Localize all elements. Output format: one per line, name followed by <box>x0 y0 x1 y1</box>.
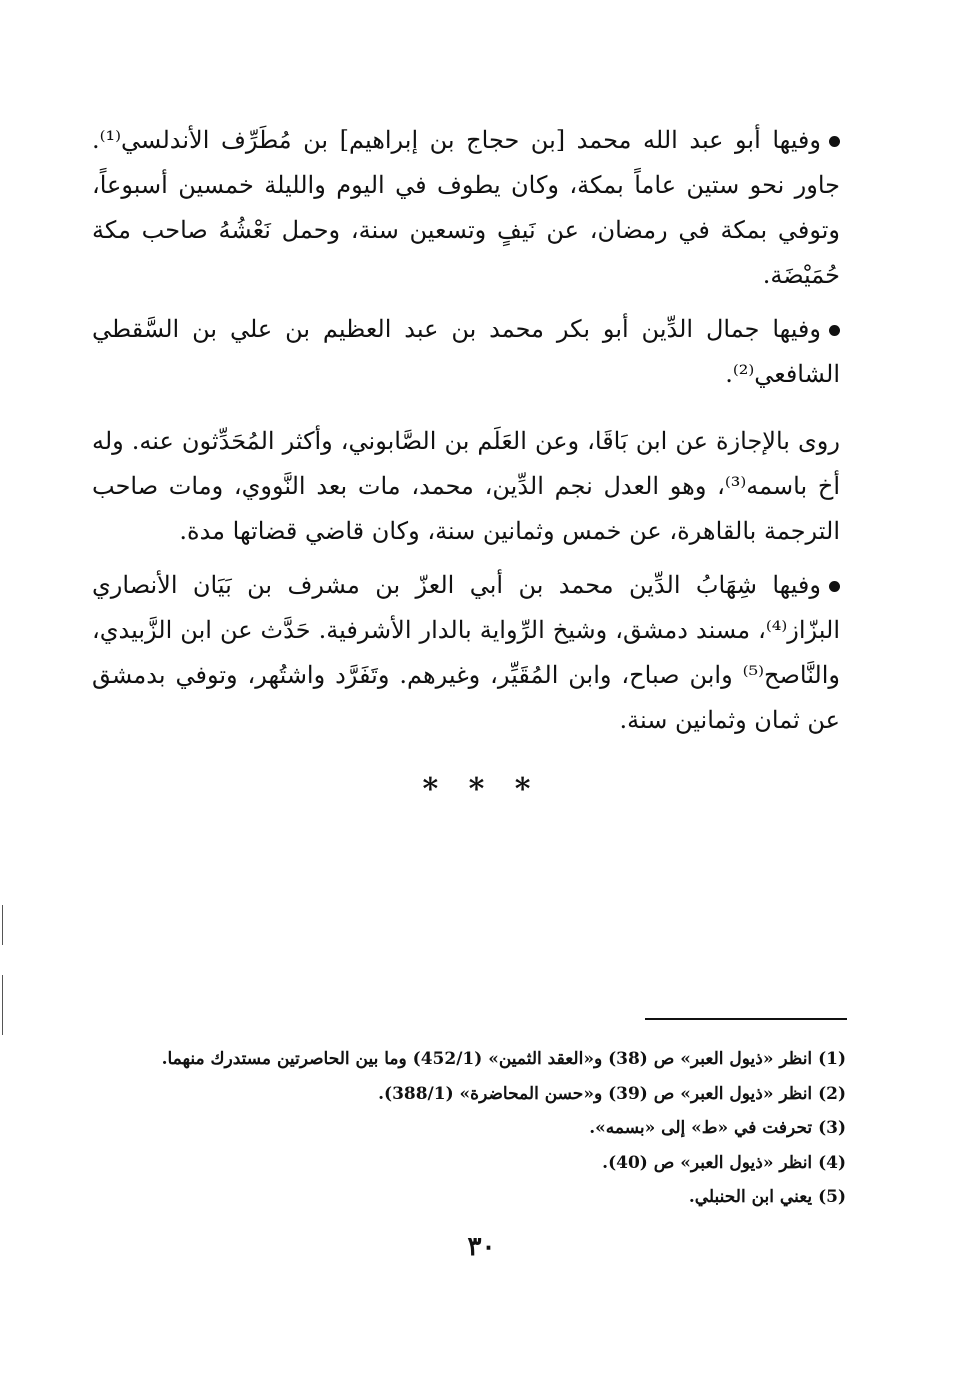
footnote-3: (3) تحرفت في «ط» إلى «بسمه». <box>589 1118 846 1138</box>
section-divider: * * * <box>422 772 541 807</box>
footnote-1: (1) انظر «ذيول العبر» ص (38) و«العقد الثمين» (452/1) وما بين الحاصرتين مستدرك منهما. <box>161 1049 846 1069</box>
paragraph-text: وفيها أبو عبد الله محمد [بن حجاج بن إبراهيم] بن مُطَرِّف الأندلسي⁽¹⁾. جاور نحو ستين عاماً بمكة، وكان يطوف في اليوم والليلة خمسين أسبوعاً، وتوفي بمكة في رمضان، عن نَيفٍ وتسعين سنة، وحمل نَعْشُهُ صاحب مكة حُمَيْضَة. <box>92 126 840 289</box>
paragraph-1 <box>92 118 840 298</box>
bullet-icon <box>829 325 840 336</box>
paragraph-text: روى بالإجازة عن ابن بَاقَا، وعن العَلَم بن الصَّابوني، وأكثر المُحَدِّثون عنه. وله أخ باسمه⁽³⁾، وهو العدل نجم الدِّين، محمد، مات بعد النَّووي، ومات صاحب الترجمة بالقاهرة، عن خمس وثمانين سنة، وكان قاضي قضاتها مدة. <box>92 427 840 545</box>
bullet-icon <box>829 136 840 147</box>
footnote-rule <box>645 1018 847 1020</box>
scan-edge-mark <box>2 975 3 1035</box>
footnotes <box>100 1042 846 1215</box>
bullet-icon <box>829 581 840 592</box>
paragraph-2 <box>92 307 840 397</box>
paragraph-text: وفيها شِهَابُ الدِّين محمد بن أبي العزّ بن مشرف بن بَيَان الأنصاري البزّاز⁽⁴⁾، مسند دمشق، وشيخ الرِّواية بالدار الأشرفية. حَدَّث عن ابن الزَّبيدي، والنَّاصح⁽⁵⁾ وابن صباح، وابن المُقَيِّر، وغيرهم. وتَفَرَّد واشتُهر، وتوفي بدمشق عن ثمان وثمانين سنة. <box>92 571 841 734</box>
paragraph-4 <box>92 563 840 743</box>
footnote-2: (2) انظر «ذيول العبر» ص (39) و«حسن المحاضرة» (388/1). <box>378 1083 846 1104</box>
footnote-5: (5) يعني ابن الحنبلي. <box>688 1187 846 1207</box>
paragraph-3 <box>92 419 840 554</box>
scan-edge-mark <box>2 905 3 945</box>
paragraph-text: وفيها جمال الدِّين أبو بكر محمد بن عبد العظيم بن علي بن السَّقطي الشافعي⁽²⁾. <box>92 315 840 388</box>
page-number: ٣٠ <box>467 1232 496 1262</box>
main-text <box>92 118 840 752</box>
footnote-4: (4) انظر «ذيول العبر» ص (40). <box>602 1152 846 1173</box>
